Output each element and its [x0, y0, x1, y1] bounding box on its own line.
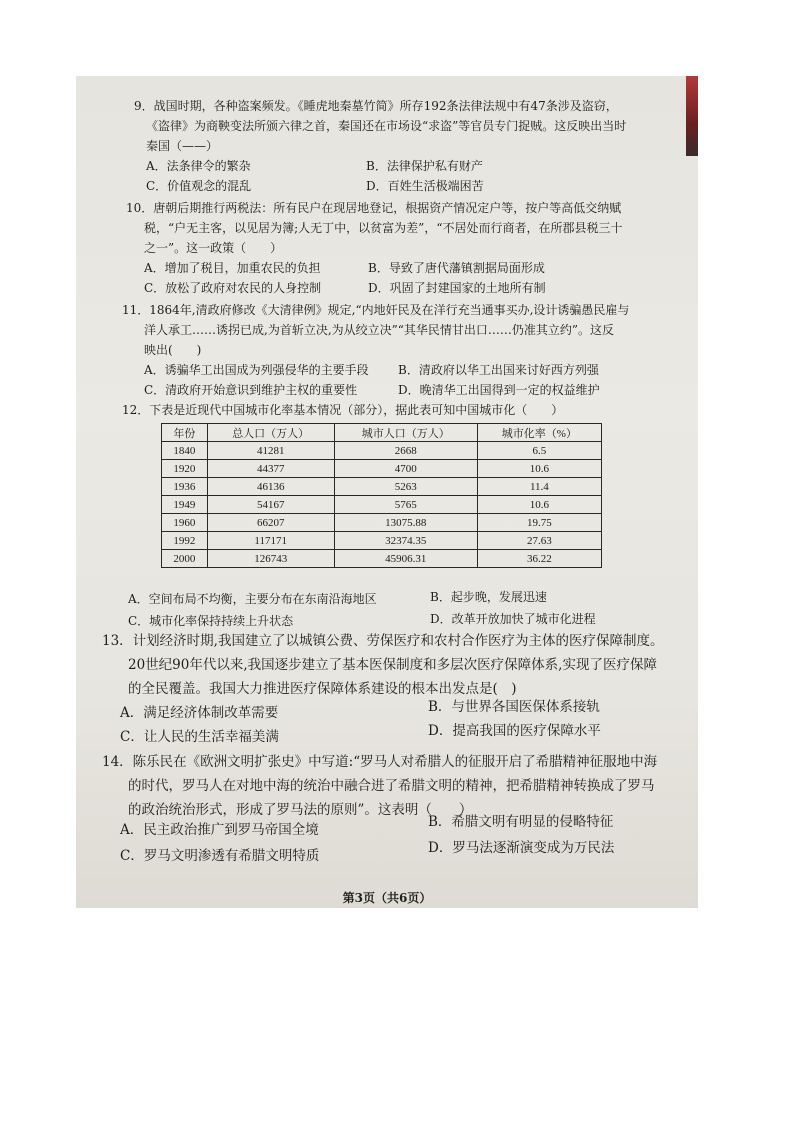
question-14-option-c: C．罗马文明渗透有希腊文明特质 — [120, 848, 320, 864]
question-11-option-d: D．晚清华工出国得到一定的权益维护 — [398, 383, 600, 397]
question-9-option-b: B．法律保护私有财产 — [366, 159, 483, 173]
table-header-cell: 总人口（万人） — [207, 424, 334, 442]
table-header-cell: 年份 — [162, 424, 208, 442]
question-13-stem-line-2: 20世纪90年代以来,我国逐步建立了基本医保制度和多层次医疗保障体系,实现了医疗保障 — [128, 657, 657, 673]
question-9-option-c: C．价值观念的混乱 — [146, 179, 252, 193]
table-row — [162, 532, 602, 550]
table-cell: 11.4 — [477, 478, 601, 496]
urbanization-table — [161, 423, 602, 568]
question-10-stem-line-3: 之一”。这一政策（ ） — [144, 241, 283, 255]
question-11-stem-line-3: 映出( ) — [144, 343, 202, 357]
question-13-option-d: D．提高我国的医疗保障水平 — [428, 723, 601, 739]
page-number-footer: 第3页（共6页） — [342, 891, 432, 905]
question-10-option-c: C．放松了政府对农民的人身控制 — [144, 281, 322, 295]
question-11-stem-line-2: 洋人承工……诱拐已成,为首斩立决,为从绞立决”“其华民情甘出口……仍准其立约”。这反 — [144, 323, 615, 337]
question-11-stem-line-1: 11．1864年,清政府修改《大清律例》规定,“内地奸民及在洋行充当通事买办,设计诱骗愚民雇与 — [122, 303, 630, 317]
table-cell: 10.6 — [477, 496, 601, 514]
table-cell: 10.6 — [477, 460, 601, 478]
table-cell: 44377 — [207, 460, 334, 478]
question-11-option-b: B．清政府以华工出国来讨好西方列强 — [398, 363, 599, 377]
table-row — [162, 514, 602, 532]
table-cell: 1949 — [162, 496, 208, 514]
table-cell: 66207 — [207, 514, 334, 532]
question-12-option-b: B．起步晚，发展迅速 — [430, 590, 547, 604]
table-cell: 6.5 — [477, 442, 601, 460]
table-cell: 46136 — [207, 478, 334, 496]
question-12-option-c: C．城市化率保持持续上升状态 — [128, 614, 294, 628]
table-cell: 5263 — [334, 478, 477, 496]
table-row — [162, 550, 602, 568]
question-14-option-d: D．罗马法逐渐演变成为万民法 — [428, 840, 615, 856]
table-cell: 32374.35 — [334, 532, 477, 550]
table-cell: 54167 — [207, 496, 334, 514]
table-cell: 126743 — [207, 550, 334, 568]
table-header-cell: 城市化率（%） — [477, 424, 601, 442]
table-cell: 5765 — [334, 496, 477, 514]
question-9-stem-line-1: 9．战国时期，各种盗案频发。《睡虎地秦墓竹简》所存192条法律法规中有47条涉及盗窃， — [134, 99, 618, 113]
question-13-option-b: B．与世界各国医保体系接轨 — [428, 699, 600, 715]
table-cell: 27.63 — [477, 532, 601, 550]
question-13-stem-line-3: 的全民覆盖。我国大力推进医疗保障体系建设的根本出发点是( ) — [128, 681, 517, 697]
question-13-option-a: A．满足经济体制改革需要 — [120, 705, 279, 721]
question-9-option-d: D．百姓生活极端困苦 — [366, 179, 484, 193]
table-cell: 1840 — [162, 442, 208, 460]
question-14-option-b: B．希腊文明有明显的侵略特征 — [428, 814, 614, 830]
question-9-stem-line-2: 《盗律》为商鞅变法所颁六律之首，秦国还在市场设“求盗”等官员专门捉贼。这反映出当时 — [146, 119, 627, 133]
table-cell: 45906.31 — [334, 550, 477, 568]
table-cell: 2000 — [162, 550, 208, 568]
question-10-option-a: A．增加了税目，加重农民的负担 — [144, 261, 321, 275]
table-cell: 4700 — [334, 460, 477, 478]
table-cell: 2668 — [334, 442, 477, 460]
table-row — [162, 460, 602, 478]
question-12-option-a: A．空间布局不均衡，主要分布在东南沿海地区 — [128, 592, 377, 606]
question-9-option-a: A．法条律令的繁杂 — [146, 159, 251, 173]
table-cell: 1992 — [162, 532, 208, 550]
question-12-stem: 12．下表是近现代中国城市化率基本情况（部分），据此表可知中国城市化（ ） — [122, 403, 564, 417]
question-10-stem-line-2: 税，“户无主客，以见居为簿;人无丁中，以贫富为差”，“不居处而行商者，在所郡县税三十 — [144, 221, 623, 235]
question-14-stem-line-3: 的政治统治形式，形成了罗马法的原则”。这表明（ ） — [128, 802, 473, 818]
question-10-stem-line-1: 10．唐朝后期推行两税法：所有民户在现居地登记，根据资产情况定户等，按户等高低交纳赋 — [126, 201, 622, 215]
table-cell: 41281 — [207, 442, 334, 460]
table-row — [162, 478, 602, 496]
table-cell: 1920 — [162, 460, 208, 478]
question-11-option-a: A．诱骗华工出国成为列强侵华的主要手段 — [144, 363, 369, 377]
question-14-stem-line-2: 的时代，罗马人在对地中海的统治中融合进了希腊文明的精神，把希腊精神转换成了罗马 — [128, 778, 655, 794]
question-14-stem-line-1: 14．陈乐民在《欧洲文明扩张史》中写道:“罗马人对希腊人的征服开启了希腊精神征服地中海 — [102, 754, 658, 770]
table-cell: 13075.88 — [334, 514, 477, 532]
table-cell: 117171 — [207, 532, 334, 550]
question-14-option-a: A．民主政治推广到罗马帝国全境 — [120, 822, 319, 838]
table-cell: 1936 — [162, 478, 208, 496]
table-cell: 19.75 — [477, 514, 601, 532]
table-row — [162, 496, 602, 514]
table-cell: 1960 — [162, 514, 208, 532]
question-9-stem-line-3: 秦国（——） — [146, 139, 219, 153]
question-13-stem-line-1: 13．计划经济时期,我国建立了以城镇公费、劳保医疗和农村合作医疗为主体的医疗保障制度。 — [102, 633, 664, 649]
table-cell: 36.22 — [477, 550, 601, 568]
table-header-cell: 城市人口（万人） — [334, 424, 477, 442]
question-13-option-c: C．让人民的生活幸福美满 — [120, 729, 279, 745]
table-header-row — [162, 424, 602, 442]
table-row — [162, 442, 602, 460]
question-12-option-d: D．改革开放加快了城市化进程 — [430, 612, 596, 626]
exam-page-photo — [76, 76, 698, 908]
question-10-option-d: D．巩固了封建国家的土地所有制 — [368, 281, 546, 295]
question-10-option-b: B．导致了唐代藩镇割据局面形成 — [368, 261, 545, 275]
question-11-option-c: C．清政府开始意识到维护主权的重要性 — [144, 383, 358, 397]
